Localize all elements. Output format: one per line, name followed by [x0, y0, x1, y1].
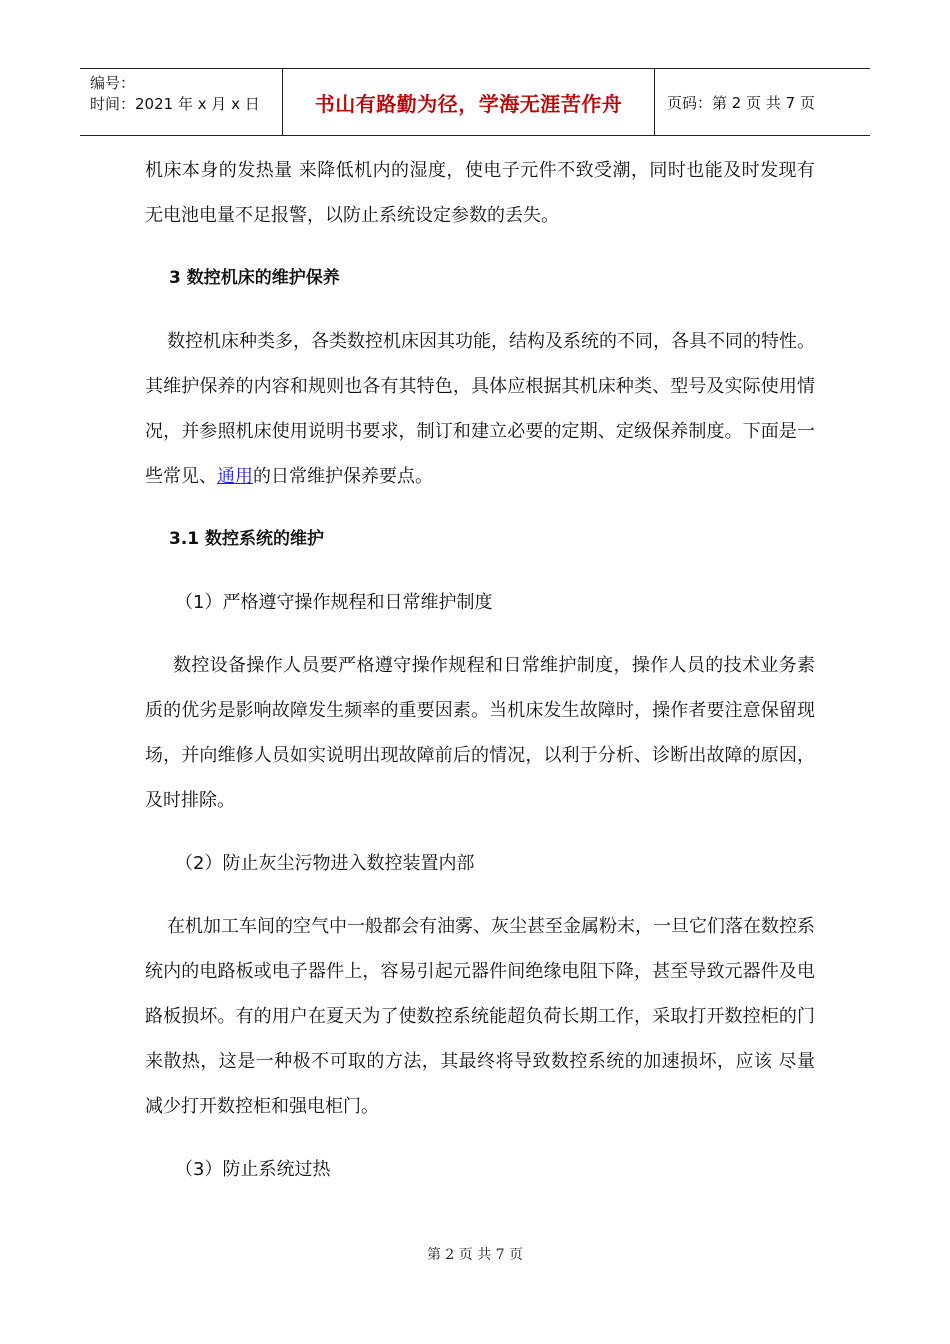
document-header	[80, 68, 870, 136]
document-date-label: 时间：2021 年 x 月 x 日	[90, 95, 260, 113]
document-body	[145, 148, 815, 1192]
paragraph-section-3	[145, 319, 815, 499]
paragraph-section-3-tail: 的日常维护保养要点。	[253, 466, 433, 487]
header-meta-cell	[80, 69, 283, 135]
document-number-label: 编号：	[90, 74, 136, 92]
paragraph-continued: 机床本身的发热量 来降低机内的湿度，使电子元件不致受潮，同时也能及时发现有无电池电量不足报警，以防止系统设定参数的丢失。	[145, 160, 815, 226]
header-page-code: 页码：第 2 页 共 7 页	[667, 93, 815, 112]
page-footer: 第 2 页 共 7 页	[426, 1247, 524, 1263]
item-2-title: （2）防止灰尘污物进入数控装置内部	[175, 853, 475, 874]
item-1-title: （1）严格遵守操作规程和日常维护制度	[175, 592, 493, 613]
section-heading-3: 3 数控机床的维护保养	[169, 268, 340, 288]
header-motto: 书山有路勤为径，学海无涯苦作舟	[283, 69, 655, 135]
item-2-paragraph: 在机加工车间的空气中一般都会有油雾、灰尘甚至金属粉末，一旦它们落在数控系统内的电路板或电子器件上，容易引起元器件间绝缘电阻下降，甚至导致元器件及电路板损坏。有的用户在夏天为了使数控系统能超负荷长期工作，采取打开数控柜的门来散热，这是一种极不可取的方法，其最终将导致数控系统的加速损坏，应该 尽量减少打开数控柜和强电柜门。	[145, 916, 815, 1117]
paragraph-section-3-text: 数控机床种类多，各类数控机床因其功能，结构及系统的不同，各具不同的特性。其维护保养的内容和规则也各有其特色，具体应根据其机床种类、型号及实际使用情况，并参照机床使用说明书要求，制订和建立必要的定期、定级保养制度。下面是一些常见、	[145, 331, 815, 487]
item-3-title: （3）防止系统过热	[175, 1159, 331, 1180]
section-heading-3-1: 3.1 数控系统的维护	[169, 529, 325, 549]
item-1-paragraph: 数控设备操作人员要严格遵守操作规程和日常维护制度，操作人员的技术业务素质的优劣是影响故障发生频率的重要因素。当机床发生故障时，操作者要注意保留现场，并向维修人员如实说明出现故障前后的情况，以利于分析、诊断出故障的原因，及时排除。	[145, 655, 815, 811]
link-tongyong[interactable]: 通用	[217, 466, 253, 487]
